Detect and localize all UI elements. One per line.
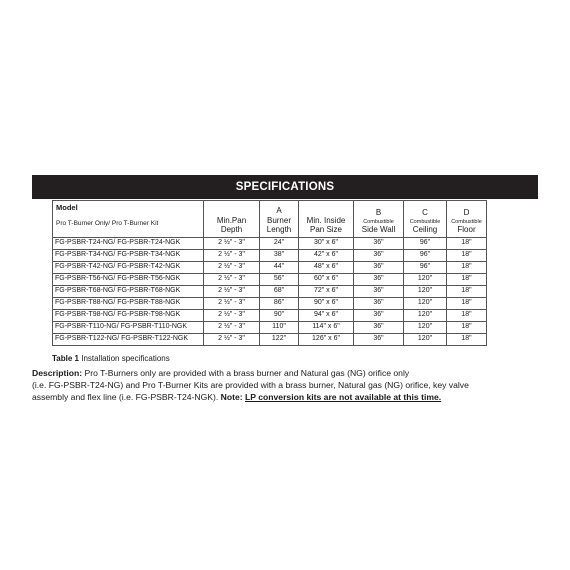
pan-depth-cell: 2 ½" - 3" bbox=[204, 274, 260, 286]
pan-depth-cell: 2 ½" - 3" bbox=[204, 334, 260, 346]
model-header: Model bbox=[56, 203, 78, 212]
column-header-line1: Min. Inside bbox=[306, 215, 346, 225]
column-header-small: Combustible bbox=[451, 218, 482, 225]
floor-cell: 18" bbox=[447, 334, 487, 346]
ceiling-cell: 120" bbox=[404, 322, 447, 334]
pan-depth-cell: 2 ½" - 3" bbox=[204, 250, 260, 262]
model-cell: FG-PSBR-T24-NG/ FG-PSBR-T24-NGK bbox=[53, 238, 204, 250]
burner-length-cell: 90" bbox=[260, 310, 299, 322]
pan-depth-cell: 2 ½" - 3" bbox=[204, 238, 260, 250]
caption-text: Installation specifications bbox=[81, 354, 170, 363]
pan-depth-cell: 2 ½" - 3" bbox=[204, 286, 260, 298]
pan-depth-cell: 2 ½" - 3" bbox=[204, 262, 260, 274]
floor-cell: 18" bbox=[447, 262, 487, 274]
column-header bbox=[354, 201, 404, 238]
burner-length-cell: 86" bbox=[260, 298, 299, 310]
pan-size-cell: 30" x 6" bbox=[299, 238, 354, 250]
pan-depth-cell: 2 ½" - 3" bbox=[204, 298, 260, 310]
side-wall-cell: 36" bbox=[354, 274, 404, 286]
ceiling-cell: 96" bbox=[404, 250, 447, 262]
column-header bbox=[260, 201, 299, 238]
pan-depth-cell: 2 ½" - 3" bbox=[204, 322, 260, 334]
model-cell: FG-PSBR-T122-NG/ FG-PSBR-T122-NGK bbox=[53, 334, 204, 346]
side-wall-cell: 36" bbox=[354, 322, 404, 334]
column-header bbox=[204, 201, 260, 238]
ceiling-cell: 120" bbox=[404, 274, 447, 286]
column-header-line1: Burner bbox=[266, 215, 291, 225]
column-header-letter: A bbox=[276, 206, 282, 216]
table-row bbox=[53, 262, 487, 274]
floor-cell: 18" bbox=[447, 238, 487, 250]
column-header-letter: C bbox=[422, 208, 428, 218]
table-row bbox=[53, 334, 487, 346]
column-header-line1: Ceiling bbox=[412, 225, 438, 235]
column-header-line1: Floor bbox=[457, 225, 476, 235]
column-header-small: Combustible bbox=[363, 218, 394, 225]
side-wall-cell: 36" bbox=[354, 310, 404, 322]
side-wall-cell: 36" bbox=[354, 334, 404, 346]
note-text: LP conversion kits are not available at this time. bbox=[245, 392, 442, 402]
description-text-3: assembly and flex line (i.e. FG-PSBR-T24-NGK). bbox=[32, 392, 219, 402]
model-cell: FG-PSBR-T56-NG/ FG-PSBR-T56-NGK bbox=[53, 274, 204, 286]
column-header-line2: Pan Size bbox=[309, 225, 343, 235]
pan-size-cell: 114" x 6" bbox=[299, 322, 354, 334]
table-row bbox=[53, 310, 487, 322]
side-wall-cell: 36" bbox=[354, 250, 404, 262]
column-header-line2: Depth bbox=[220, 225, 243, 235]
column-header bbox=[447, 201, 487, 238]
ceiling-cell: 96" bbox=[404, 238, 447, 250]
model-cell: FG-PSBR-T110-NG/ FG-PSBR-T110-NGK bbox=[53, 322, 204, 334]
description-text-2: (i.e. FG-PSBR-T24-NG) and Pro T-Burner Kits are provided with a brass burner, Natural gas (NG) orifice, key valve bbox=[32, 380, 469, 390]
caption-label: Table 1 bbox=[52, 354, 79, 363]
table-header-row bbox=[53, 201, 487, 238]
pan-size-cell: 72" x 6" bbox=[299, 286, 354, 298]
column-header-letter: D bbox=[463, 208, 470, 218]
table-row bbox=[53, 250, 487, 262]
floor-cell: 18" bbox=[447, 274, 487, 286]
model-cell: FG-PSBR-T34-NG/ FG-PSBR-T34-NGK bbox=[53, 250, 204, 262]
pan-size-cell: 42" x 6" bbox=[299, 250, 354, 262]
column-header bbox=[404, 201, 447, 238]
model-cell: FG-PSBR-T42-NG/ FG-PSBR-T42-NGK bbox=[53, 262, 204, 274]
column-header bbox=[299, 201, 354, 238]
banner-title: SPECIFICATIONS bbox=[235, 181, 335, 193]
burner-length-cell: 24" bbox=[260, 238, 299, 250]
floor-cell: 18" bbox=[447, 298, 487, 310]
model-cell: FG-PSBR-T88-NG/ FG-PSBR-T88-NGK bbox=[53, 298, 204, 310]
side-wall-cell: 36" bbox=[354, 286, 404, 298]
pan-size-cell: 90" x 6" bbox=[299, 298, 354, 310]
side-wall-cell: 36" bbox=[354, 262, 404, 274]
floor-cell: 18" bbox=[447, 250, 487, 262]
ceiling-cell: 120" bbox=[404, 286, 447, 298]
ceiling-cell: 96" bbox=[404, 262, 447, 274]
model-header-cell bbox=[53, 201, 204, 238]
model-cell: FG-PSBR-T98-NG/ FG-PSBR-T98-NGK bbox=[53, 310, 204, 322]
table-row bbox=[53, 322, 487, 334]
ceiling-cell: 120" bbox=[404, 310, 447, 322]
table-caption bbox=[52, 354, 170, 363]
table-row bbox=[53, 286, 487, 298]
column-header-line1: Side Wall bbox=[361, 225, 396, 235]
floor-cell: 18" bbox=[447, 322, 487, 334]
floor-cell: 18" bbox=[447, 310, 487, 322]
ceiling-cell: 120" bbox=[404, 298, 447, 310]
pan-depth-cell: 2 ½" - 3" bbox=[204, 310, 260, 322]
ceiling-cell: 120" bbox=[404, 334, 447, 346]
table-row bbox=[53, 298, 487, 310]
burner-length-cell: 68" bbox=[260, 286, 299, 298]
side-wall-cell: 36" bbox=[354, 298, 404, 310]
floor-cell: 18" bbox=[447, 286, 487, 298]
column-header-letter: B bbox=[375, 208, 382, 218]
model-cell: FG-PSBR-T68-NG/ FG-PSBR-T68-NGK bbox=[53, 286, 204, 298]
specifications-banner bbox=[32, 175, 538, 199]
model-subheader: Pro T-Burner Only/ Pro T-Burner Kit bbox=[56, 220, 159, 227]
pan-size-cell: 60" x 6" bbox=[299, 274, 354, 286]
column-header-line2: Length bbox=[266, 225, 292, 235]
pan-size-cell: 126" x 6" bbox=[299, 334, 354, 346]
table-row bbox=[53, 274, 487, 286]
side-wall-cell: 36" bbox=[354, 238, 404, 250]
column-header-small: Combustible bbox=[409, 218, 441, 225]
specifications-table bbox=[52, 200, 487, 346]
burner-length-cell: 110" bbox=[260, 322, 299, 334]
note-label: Note: bbox=[220, 392, 243, 402]
burner-length-cell: 122" bbox=[260, 334, 299, 346]
description-block bbox=[32, 367, 542, 403]
pan-size-cell: 48" x 6" bbox=[299, 262, 354, 274]
burner-length-cell: 38" bbox=[260, 250, 299, 262]
column-header-line1: Min.Pan bbox=[216, 215, 247, 225]
pan-size-cell: 94" x 6" bbox=[299, 310, 354, 322]
table-row bbox=[53, 238, 487, 250]
burner-length-cell: 44" bbox=[260, 262, 299, 274]
description-text-1: Pro T-Burners only are provided with a brass burner and Natural gas (NG) orifice only bbox=[84, 368, 410, 378]
burner-length-cell: 56" bbox=[260, 274, 299, 286]
description-label: Description: bbox=[32, 368, 83, 378]
